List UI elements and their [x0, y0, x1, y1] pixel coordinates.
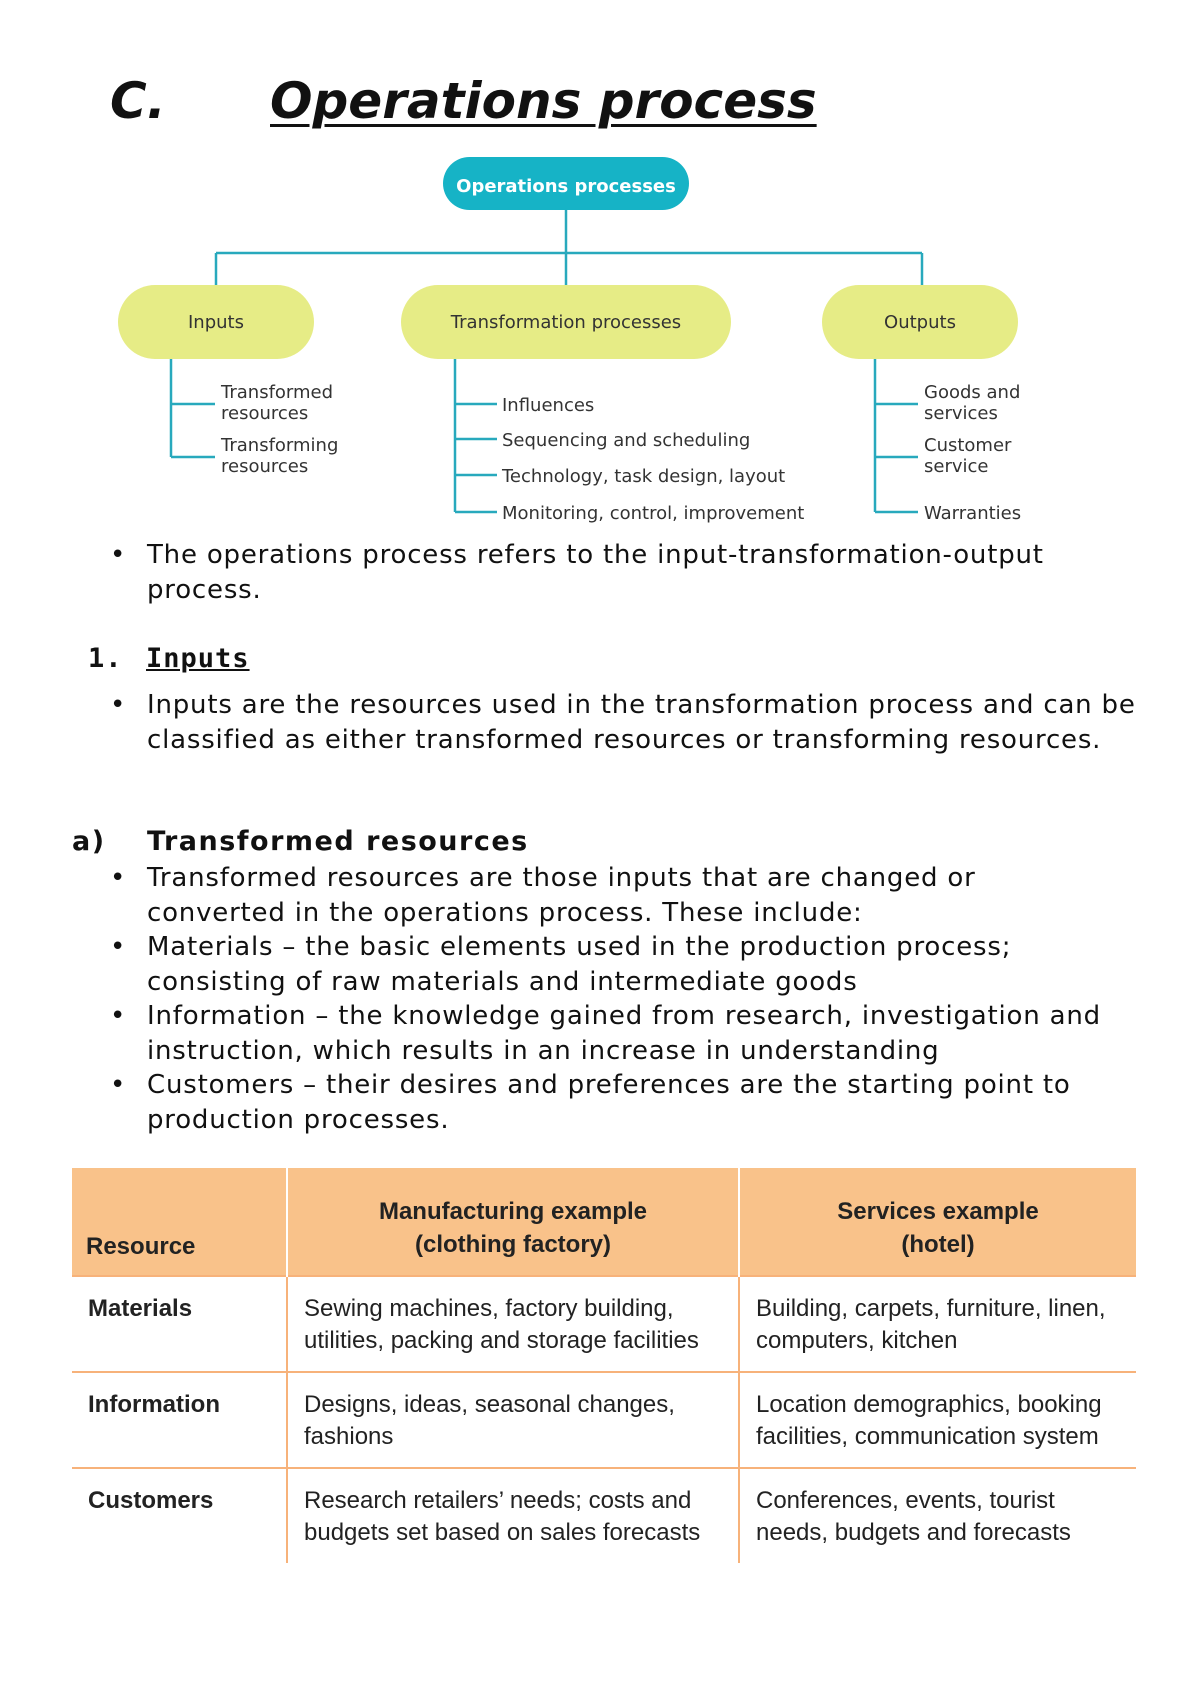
outputs-item-line: Goods and: [924, 382, 1021, 403]
inputs-item: [220, 435, 338, 477]
transformed-bullet: • Customers – their desires and preferences are the starting point to production processes.: [110, 1068, 1120, 1137]
header-services-line1: Services example: [837, 1198, 1039, 1225]
outputs-item-line: service: [924, 456, 989, 477]
transformation-item: Technology, task design, layout: [502, 466, 786, 487]
inputs-item: [220, 382, 333, 424]
table-row: [72, 1276, 1136, 1372]
table-row: [72, 1372, 1136, 1468]
subsection-a-letter: a): [72, 826, 106, 857]
inputs-list: [110, 688, 1140, 757]
subsection-a-title: Transformed resources: [147, 826, 529, 857]
row-manufacturing: Research retailers’ needs; costs and budgets set based on sales forecasts: [287, 1468, 739, 1563]
section-1-title: Inputs: [146, 643, 250, 674]
row-resource: Customers: [72, 1468, 287, 1563]
transformation-node-label: Transformation processes: [450, 312, 682, 333]
table-header-row: [72, 1168, 1136, 1276]
transformed-bullet: • Transformed resources are those inputs that are changed or converted in the operations process. These include:: [110, 861, 1120, 930]
inputs-item-text-line: Transforming: [221, 435, 339, 456]
row-resource: Information: [72, 1372, 287, 1468]
transformed-bullet: • Materials – the basic elements used in the production process; consisting of raw materials and intermediate goods: [110, 930, 1120, 999]
outputs-item-line: services: [924, 403, 998, 424]
transformation-item: Influences: [502, 395, 595, 416]
inputs-item-text-line: Transformed: [221, 382, 334, 403]
transformed-bullet: • Information – the knowledge gained from research, investigation and instruction, which results in an increase in understanding: [110, 999, 1120, 1068]
header-services: [739, 1168, 1136, 1276]
row-services: Building, carpets, furniture, linen, computers, kitchen: [739, 1276, 1136, 1372]
header-services-line2: (hotel): [901, 1231, 975, 1258]
inputs-bullet: • Inputs are the resources used in the transformation process and can be classified as either transformed resources or transforming resources.: [110, 688, 1140, 757]
row-manufacturing: Designs, ideas, seasonal changes, fashions: [287, 1372, 739, 1468]
outputs-item: [924, 382, 1020, 424]
outputs-node-label: Outputs: [884, 312, 956, 333]
inputs-node-label: Inputs: [188, 312, 244, 333]
inputs-item-text-line: resources: [221, 456, 309, 477]
table-row: [72, 1468, 1136, 1563]
row-manufacturing: Sewing machines, factory building, utilities, packing and storage facilities: [287, 1276, 739, 1372]
transformation-item: Sequencing and scheduling: [502, 430, 751, 451]
row-services: Location demographics, booking facilities, communication system: [739, 1372, 1136, 1468]
row-services: Conferences, events, tourist needs, budgets and forecasts: [739, 1468, 1136, 1563]
outputs-item: [924, 435, 1012, 477]
transformed-resources-list: [110, 861, 1120, 1137]
section-letter: C.: [110, 72, 166, 130]
section-1-heading: [88, 643, 250, 674]
row-resource: Materials: [72, 1276, 287, 1372]
intro-list: [110, 538, 1100, 607]
header-manufacturing-line2: (clothing factory): [415, 1231, 611, 1258]
header-manufacturing: [287, 1168, 739, 1276]
outputs-item: Warranties: [924, 503, 1022, 524]
resources-table: [72, 1168, 1136, 1563]
header-resource: Resource: [72, 1168, 287, 1276]
intro-bullet: • The operations process refers to the input-transformation-output process.: [110, 538, 1100, 607]
operations-process-diagram: [0, 150, 1200, 530]
inputs-item-text-line: resources: [221, 403, 309, 424]
section-1-number: 1.: [88, 643, 123, 674]
transformation-item: Monitoring, control, improvement: [502, 503, 805, 524]
subsection-a-heading: [72, 826, 529, 857]
root-node-label: Operations processes: [456, 176, 676, 197]
header-manufacturing-line1: Manufacturing example: [378, 1198, 648, 1225]
outputs-item-line: Customer: [924, 435, 1012, 456]
section-title: Operations process: [270, 72, 817, 130]
